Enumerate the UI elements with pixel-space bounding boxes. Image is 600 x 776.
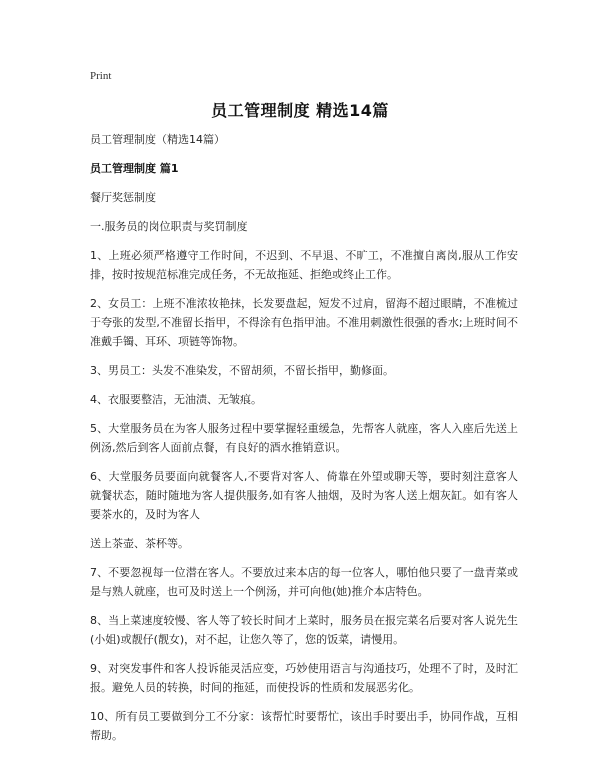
intro-title: 餐厅奖惩制度: [90, 191, 156, 204]
page-title: 员工管理制度 精选14篇: [211, 101, 389, 120]
rule-paragraph: 6、大堂服务员要面向就餐客人,不要背对客人、倚靠在外望或聊天等，要时刻注意客人就餐状态，随时随地为客人提供服务,如有客人抽烟，及时为客人送上烟灰缸。如有客人要茶水的，及时为客人: [90, 470, 518, 521]
rule-paragraph: 5、大堂服务员在为客人服务过程中要掌握轻重缓急，先帮客人就座，客人入座后先送上例汤,然后到客人面前点餐，有良好的酒水推销意识。: [90, 422, 518, 454]
rule-paragraph: 9、对突发事件和客人投诉能灵活应变，巧妙使用语言与沟通技巧，处理不了时，及时汇报。避免人员的转换，时间的拖延，而使投诉的性质和发展恶劣化。: [90, 662, 518, 694]
rule-paragraph: 10、所有员工要做到分工不分家：该帮忙时要帮忙，该出手时要出手，协同作战，互相帮助。: [90, 710, 518, 742]
print-label: Print: [90, 70, 112, 82]
document-body: [90, 130, 518, 755]
section-heading: 员工管理制度 篇1: [90, 162, 179, 175]
rule-paragraph: 8、当上菜速度较慢、客人等了较长时间才上菜时，服务员在报完菜名后要对客人说先生(小姐)或靓仔(靓女)，对不起，让您久等了，您的饭菜，请慢用。: [90, 614, 518, 646]
rule-paragraph: 7、不要忽视每一位潜在客人。不要放过来本店的每一位客人，哪怕他只要了一盘青菜或是与熟人就座，也可及时送上一个例汤，并可向他(她)推介本店特色。: [90, 566, 518, 598]
rule-paragraph: 2、女员工：上班不准浓妆艳抹，长发要盘起，短发不过肩，留海不超过眼睛，不准梳过于夸张的发型,不准留长指甲，不得涂有色指甲油。不准用刺激性很强的香水;上班时间不准戴手镯、耳环、项链等饰物。: [90, 297, 518, 348]
rule-paragraph: 送上茶壶、茶杯等。: [90, 537, 189, 550]
part-title: 一.服务员的岗位职责与奖罚制度: [90, 220, 248, 233]
rule-paragraph: 1、上班必须严格遵守工作时间，不迟到、不早退、不旷工，不准擅自离岗,服从工作安排，按时按规范标准完成任务，不无故拖延、拒绝或终止工作。: [90, 249, 518, 281]
rule-paragraph: 4、衣服要整洁，无油渍、无皱痕。: [90, 393, 262, 406]
subtitle: 员工管理制度（精选14篇）: [90, 133, 225, 146]
rule-paragraph: 3、男员工：头发不准染发，不留胡须，不留长指甲，勤修面。: [90, 364, 394, 377]
